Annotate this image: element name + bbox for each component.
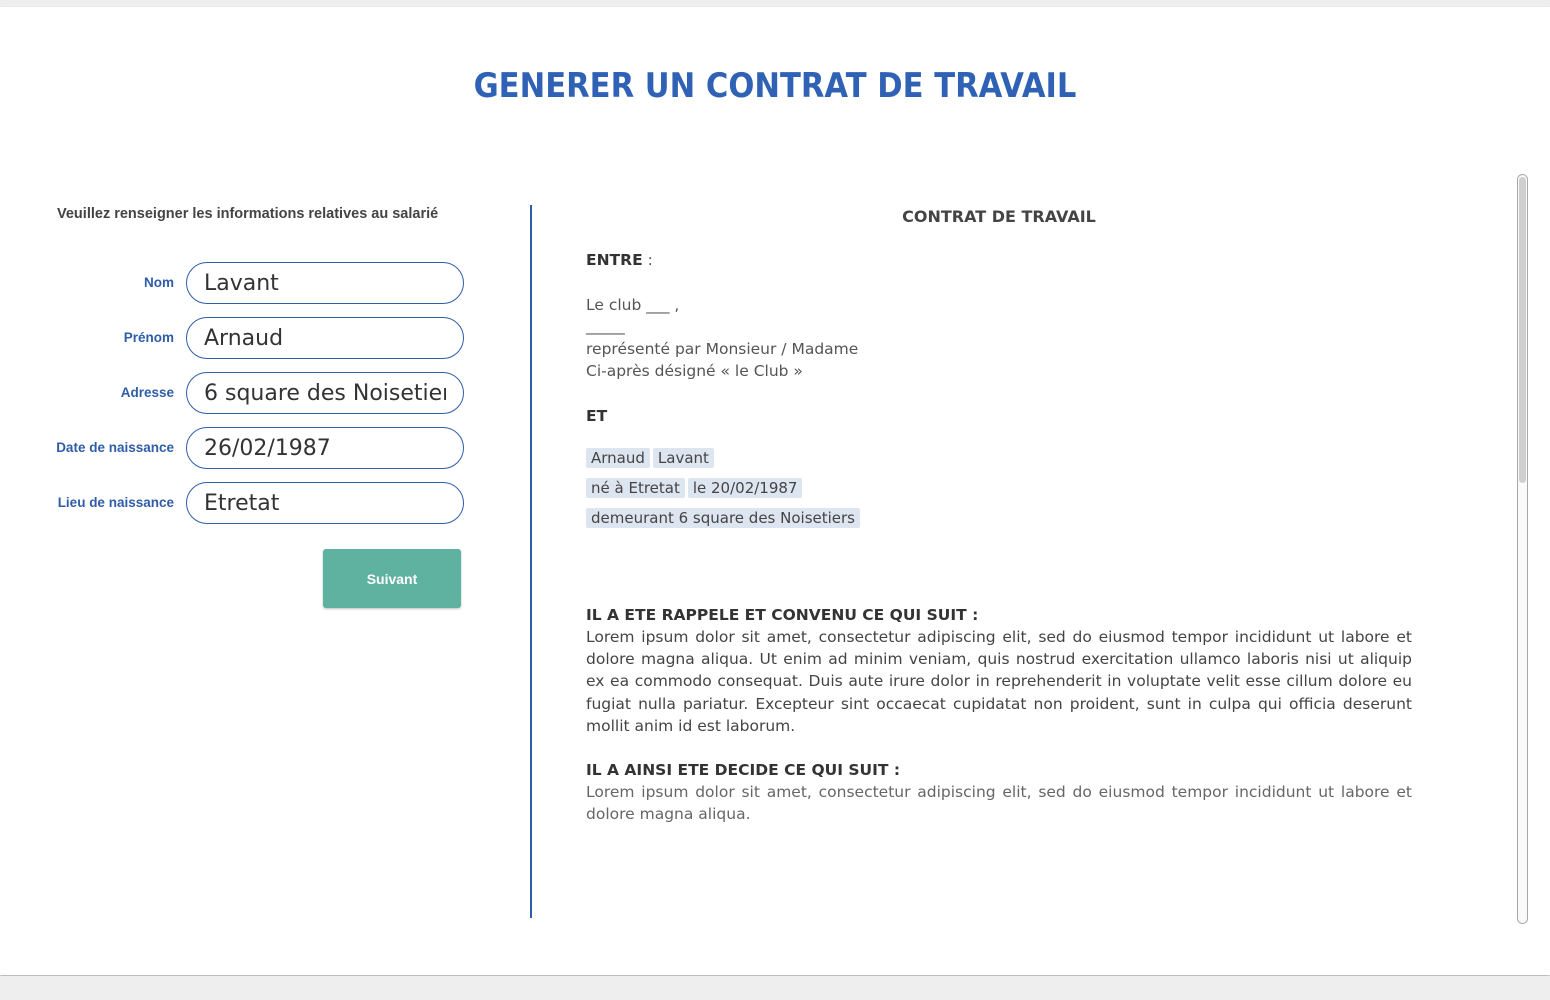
represented-line: représenté par Monsieur / Madame — [586, 340, 859, 358]
employee-address-line — [586, 508, 863, 528]
bottom-bar — [0, 976, 1550, 1000]
entre-line — [586, 251, 653, 269]
lieu-naissance-input[interactable] — [186, 482, 464, 524]
date-naissance-label: Date de naissance — [56, 440, 174, 455]
birthdate-tag: le 20/02/1987 — [688, 478, 803, 498]
field-row-lieu-naissance — [0, 482, 470, 526]
adresse-label: Adresse — [120, 385, 174, 400]
date-naissance-input[interactable] — [186, 427, 464, 469]
birthplace-tag: né à Etretat — [586, 478, 685, 498]
contract-scrollbar-thumb[interactable] — [1519, 177, 1526, 483]
prenom-input[interactable] — [186, 317, 464, 359]
prenom-label: Prénom — [123, 330, 174, 345]
lieu-naissance-label: Lieu de naissance — [57, 495, 174, 510]
next-button[interactable]: Suivant — [323, 549, 461, 608]
field-row-nom — [0, 262, 470, 306]
designated-line: Ci-après désigné « le Club » — [586, 362, 803, 380]
column-divider — [530, 205, 532, 918]
employee-firstname-tag: Arnaud — [586, 448, 650, 468]
nom-label: Nom — [144, 275, 174, 290]
section2-heading: IL A AINSI ETE DECIDE CE QUI SUIT : — [586, 761, 901, 779]
top-bar — [0, 0, 1550, 7]
form-intro: Veuillez renseigner les informations relatives au salarié — [57, 206, 439, 222]
club-line: Le club ___ , — [586, 296, 680, 314]
section2-text: Lorem ipsum dolor sit amet, consectetur adipiscing elit, sed do eiusmod tempor incididunt ut labore et dolore magna aliqua. — [586, 783, 1412, 824]
field-row-prenom — [0, 317, 470, 361]
et-label: ET — [586, 407, 608, 425]
entre-suffix: : — [642, 251, 653, 269]
adresse-input[interactable] — [186, 372, 464, 414]
employee-name-line — [586, 448, 717, 468]
page-title: GENERER UN CONTRAT DE TRAVAIL — [473, 66, 1077, 106]
nom-input[interactable] — [186, 262, 464, 304]
contract-scrollbar[interactable] — [1517, 174, 1528, 924]
section1-heading: IL A ETE RAPPELE ET CONVENU CE QUI SUIT : — [586, 606, 979, 624]
employee-lastname-tag: Lavant — [653, 448, 714, 468]
employee-birth-line — [586, 478, 805, 498]
field-row-date-naissance — [0, 427, 470, 471]
contract-title: CONTRAT DE TRAVAIL — [902, 207, 1096, 226]
field-row-adresse — [0, 372, 470, 416]
address-tag: demeurant 6 square des Noisetiers — [586, 508, 860, 528]
section1-text: Lorem ipsum dolor sit amet, consectetur adipiscing elit, sed do eiusmod tempor incididunt ut labore et dolore magna aliqua. Ut enim ad minim veniam, quis nostrud exercitation ullamco laboris nisi ut aliquip ex ea commodo consequat. Duis aute irure dolor in reprehenderit in voluptate velit esse cillum dolore eu fugiat nulla pariatur. Excepteur sint occaecat cupidatat non proident, sunt in culpa qui officia deserunt mollit anim id est laborum. — [586, 628, 1412, 735]
blank-line: _____ — [586, 317, 625, 335]
entre-label: ENTRE — [586, 251, 643, 269]
